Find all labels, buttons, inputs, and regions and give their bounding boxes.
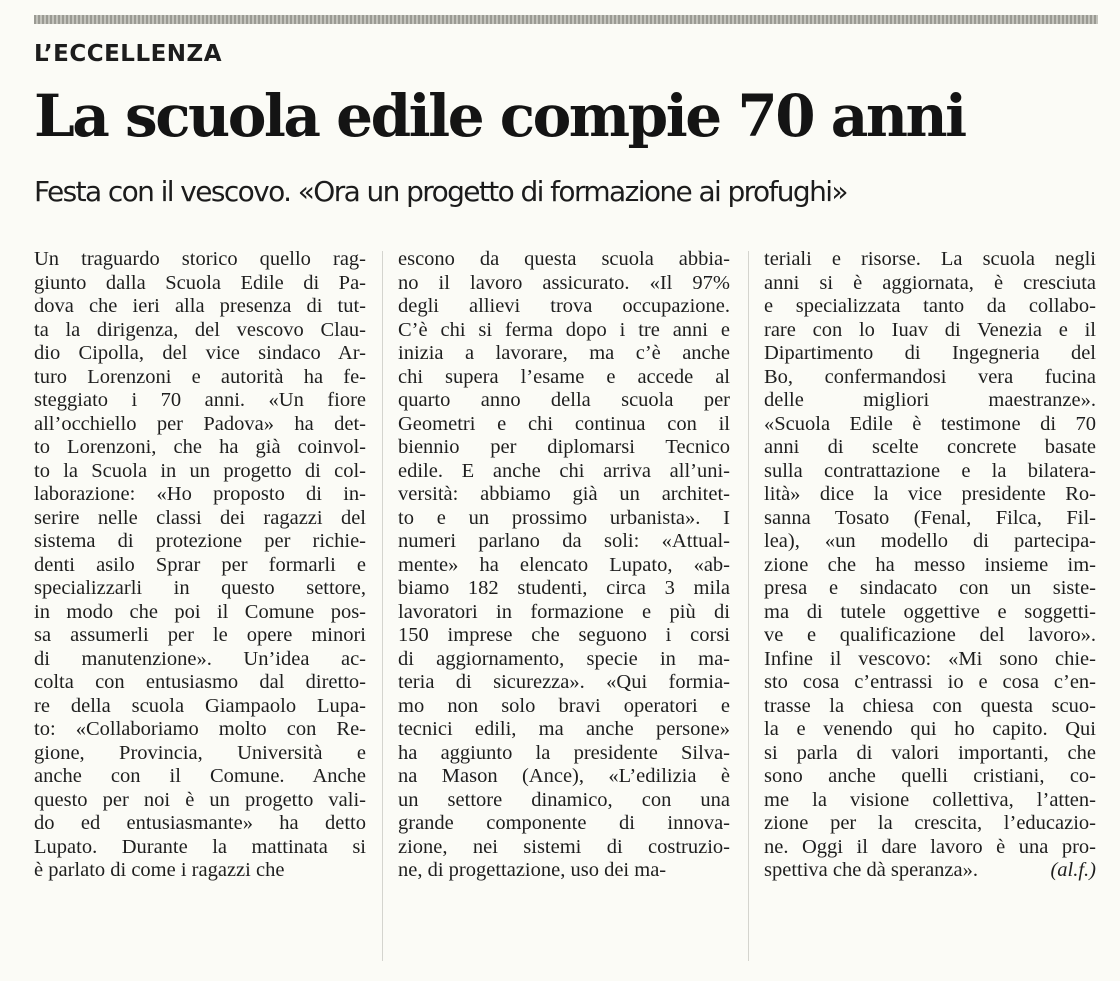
article-text-line: dova che ieri alla presenza di tut-	[34, 295, 366, 317]
article-text-line: anni di scelte concrete basate	[764, 436, 1096, 458]
article-text-line: me la visione collettiva, l’atten-	[764, 788, 1096, 811]
article-text-line: versità: abbiamo già un architet-	[398, 483, 730, 505]
article-text-line: Geometri e chi continua con il	[398, 412, 730, 435]
column-divider	[382, 251, 383, 961]
column-divider	[748, 251, 749, 961]
article-text-line: teriali e risorse. La scuola negli	[764, 248, 1096, 270]
article-text-line: mo non solo bravi operatori e	[398, 694, 730, 717]
article-text-line: lea), «un modello di partecipa-	[764, 530, 1096, 552]
article-text-line: C’è chi si ferma dopo i tre anni e	[398, 318, 730, 341]
article-text-line: in modo che poi il Comune pos-	[34, 600, 366, 623]
article-text-line: re della scuola Giampaolo Lupa-	[34, 694, 366, 717]
article-text-line: zione per la crescita, l’educazio-	[764, 812, 1096, 834]
article-text-line: questo per noi è un progetto vali-	[34, 788, 366, 811]
article-text-line: serire nelle classi dei ragazzi del	[34, 506, 366, 529]
article-text-line: Lupato. Durante la mattinata si	[34, 835, 366, 858]
article-text-line: numeri parlano da soli: «Attual-	[398, 530, 730, 552]
article-text-line: ne. Oggi il dare lavoro è una pro-	[764, 835, 1096, 858]
article-text-line: grande componente di innova-	[398, 812, 730, 834]
article-text-line: Dipartimento di Ingegneria del	[764, 342, 1096, 364]
article-text-line: steggiato i 70 anni. «Un fiore	[34, 389, 366, 411]
article-text-line: sto cosa c’entrassi io e cosa c’en-	[764, 671, 1096, 693]
author-signature: (al.f.)	[1050, 859, 1096, 881]
article-column-3	[764, 248, 1096, 883]
article-text-line: chi supera l’esame e accede al	[398, 365, 730, 388]
article-text-line: «Scuola Edile è testimone di 70	[764, 412, 1096, 435]
article-kicker: L’ECCELLENZA	[34, 41, 223, 67]
top-rule	[34, 15, 1098, 24]
article-text-line: dio Cipolla, del vice sindaco Ar-	[34, 342, 366, 364]
article-text-line: zione, nei sistemi di costruzio-	[398, 835, 730, 858]
article-text-line: no il lavoro assicurato. «Il 97%	[398, 271, 730, 294]
article-text-line: la e venendo qui ho capito. Qui	[764, 718, 1096, 740]
article-text-line: Bo, confermandosi vera fucina	[764, 365, 1096, 388]
article-text-line: to e un prossimo urbanista». I	[398, 506, 730, 529]
article-text-line: 150 imprese che seguono i corsi	[398, 624, 730, 646]
article-text-line: un settore dinamico, con una	[398, 788, 730, 811]
article-column-2	[398, 248, 730, 883]
article-text-line: edile. E anche chi arriva all’uni-	[398, 459, 730, 482]
article-text-line: ha aggiunto la presidente Silva-	[398, 741, 730, 764]
article-text-line: quarto anno della scuola per	[398, 389, 730, 411]
article-text-line: Infine il vescovo: «Mi sono chie-	[764, 647, 1096, 670]
article-text-line: sanna Tosato (Fenal, Filca, Fil-	[764, 506, 1096, 529]
article-text-line: ma di tutele oggettive e soggetti-	[764, 600, 1096, 623]
article-text-line: to: «Collaboriamo molto con Re-	[34, 718, 366, 740]
article-text-line: lavoratori in formazione e più di	[398, 600, 730, 623]
article-text-line: do ed entusiasmante» ha detto	[34, 812, 366, 834]
article-text-line: degli allievi trova occupazione.	[398, 295, 730, 317]
article-headline: La scuola edile compie 70 anni	[34, 82, 965, 150]
article-text-line: si parla di valori importanti, che	[764, 741, 1096, 764]
article-text-line: na Mason (Ance), «L’edilizia è	[398, 765, 730, 787]
article-text-line: biamo 182 studenti, circa 3 mila	[398, 577, 730, 599]
article-text-line: di aggiornamento, specie in ma-	[398, 647, 730, 670]
article-text-line: tecnici edili, ma anche persone»	[398, 718, 730, 740]
article-text-line: di manutenzione». Un’idea ac-	[34, 647, 366, 670]
article-text-line: to la Scuola in un progetto di col-	[34, 459, 366, 482]
article-text-line: escono da questa scuola abbia-	[398, 248, 730, 270]
article-text-line: turo Lorenzoni e autorità ha fe-	[34, 365, 366, 388]
article-text-line: Un traguardo storico quello rag-	[34, 248, 366, 270]
article-column-1	[34, 248, 366, 883]
article-text-line: inizia a lavorare, ma c’è anche	[398, 342, 730, 364]
article-text-line: sistema di protezione per richie-	[34, 530, 366, 552]
article-text-line: to Lorenzoni, che ha già coinvol-	[34, 436, 366, 458]
article-text-line: è parlato di come i ragazzi che	[34, 859, 285, 881]
article-text-line: ta la dirigenza, del vescovo Clau-	[34, 318, 366, 341]
article-text-line: lità» dice la vice presidente Ro-	[764, 483, 1096, 505]
article-text-line: specializzarli in questo settore,	[34, 577, 366, 599]
article-text-line: biennio per diplomarsi Tecnico	[398, 436, 730, 458]
article-text-line: laborazione: «Ho proposto di in-	[34, 483, 366, 505]
article-text-line: sulla contrattazione e la bilatera-	[764, 459, 1096, 482]
article-text-line: colta con entusiasmo dal diretto-	[34, 671, 366, 693]
article-text-line: giunto dalla Scuola Edile di Pa-	[34, 271, 366, 294]
article-text-line: delle migliori maestranze».	[764, 389, 1096, 411]
article-text-line: ve e qualificazione del lavoro».	[764, 624, 1096, 646]
article-text-line: gione, Provincia, Università e	[34, 741, 366, 764]
article-text-line: anche con il Comune. Anche	[34, 765, 366, 787]
article-text-line: spettiva che dà speranza». (al.f.)	[764, 859, 1096, 881]
article-text-line: rare con lo Iuav di Venezia e il	[764, 318, 1096, 341]
article-text-line: denti asilo Sprar per formarli e	[34, 553, 366, 576]
article-text-line: e specializzata tanto da collabo-	[764, 295, 1096, 317]
article-text-line: ne, di progettazione, uso dei ma-	[398, 859, 667, 881]
article-text-line: trasse la chiesa con questa scuo-	[764, 694, 1096, 717]
article-text-line: teria di sicurezza». «Qui formia-	[398, 671, 730, 693]
article-text-line: all’occhiello per Padova» ha det-	[34, 412, 366, 435]
article-text-line: presa e sindacato con un siste-	[764, 577, 1096, 599]
article-subheadline: Festa con il vescovo. «Ora un progetto di formazione ai profughi»	[34, 175, 847, 208]
article-text-line: sono anche quelli cristiani, co-	[764, 765, 1096, 787]
article-text-line: sa assumerli per le opere minori	[34, 624, 366, 646]
article-text-line: zione che ha messo insieme im-	[764, 553, 1096, 576]
article-text-line: mente» ha elencato Lupato, «ab-	[398, 553, 730, 576]
article-text-line: anni si è aggiornata, è cresciuta	[764, 271, 1096, 294]
